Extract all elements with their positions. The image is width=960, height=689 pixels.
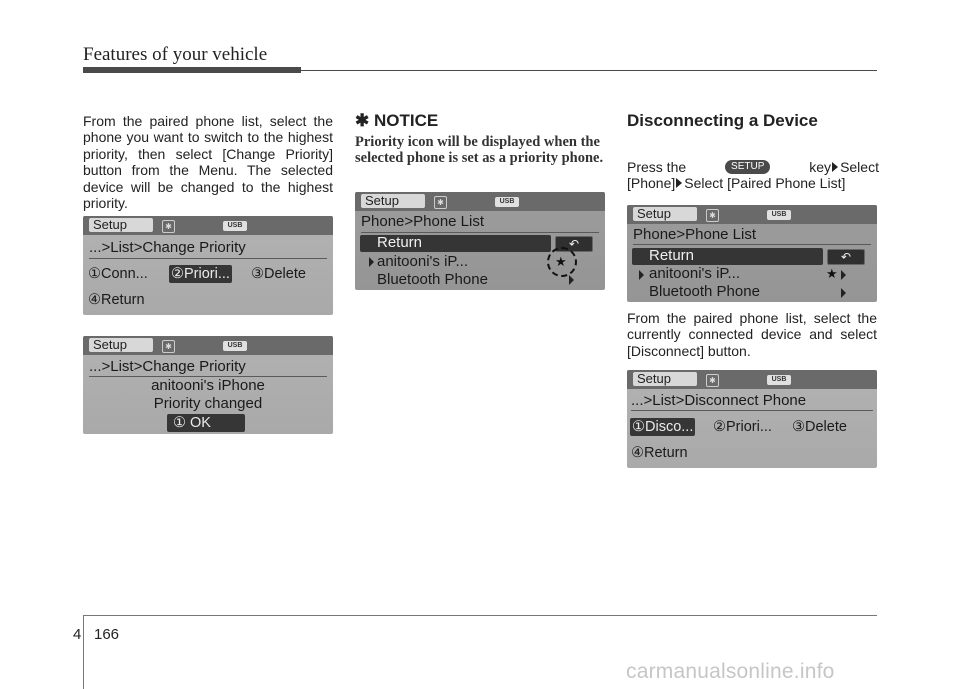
notice-title: ✱ NOTICE (355, 111, 439, 130)
phone-list-item[interactable]: Bluetooth Phone (649, 283, 760, 300)
watermark-text: carmanualsonline.info (626, 660, 835, 683)
play-arrow-icon (369, 257, 374, 267)
footer-rule (83, 615, 877, 616)
bluetooth-icon: ✱ (162, 340, 175, 353)
menu-option-delete[interactable]: ③Delete (792, 419, 847, 435)
setup-key-icon: SETUP (725, 160, 770, 174)
back-arrow-icon[interactable]: ↶ (827, 249, 865, 265)
breadcrumb: ...>List>Disconnect Phone (631, 392, 807, 409)
key-text: key Select (809, 159, 879, 175)
bluetooth-icon: ✱ (706, 374, 719, 387)
page-header-title: Features of your vehicle (83, 44, 268, 65)
return-label: Return (649, 247, 695, 264)
play-arrow-icon (639, 270, 644, 280)
back-arrow-icon[interactable]: ↶ (555, 236, 593, 252)
menu-option-connect[interactable]: ①Conn... (88, 266, 148, 282)
divider (631, 410, 873, 411)
phone-list-item[interactable]: Bluetooth Phone (377, 271, 488, 288)
arrow-right-icon (832, 162, 838, 172)
chevron-right-icon (841, 288, 846, 298)
usb-icon: USB (223, 341, 247, 351)
divider (361, 232, 599, 233)
breadcrumb: ...>List>Change Priority (89, 358, 246, 375)
setup-tab: Setup (89, 218, 153, 232)
header-rule (301, 70, 877, 71)
screen-disconnect-menu (627, 370, 877, 468)
screen-priority-changed (83, 336, 333, 434)
page-number: 166 (94, 626, 120, 643)
change-priority-instructions: From the paired phone list, select the phone you want to switch to the highest priority, then select [Change Priority] button from the Menu. The selected device will be changed to the highest priority. (83, 113, 333, 212)
setup-tab: Setup (633, 207, 697, 221)
divider (633, 244, 871, 245)
divider (89, 258, 327, 259)
screen-phone-list-priority (355, 192, 605, 290)
menu-option-return[interactable]: ④Return (88, 292, 145, 308)
steps-line-2: [Phone] Select [Paired Phone List] (627, 175, 846, 192)
bluetooth-icon: ✱ (706, 209, 719, 222)
menu-option-delete[interactable]: ③Delete (251, 266, 306, 282)
setup-tab: Setup (89, 338, 153, 352)
steps-line-1 (627, 159, 879, 175)
ok-button[interactable]: ① OK (167, 414, 245, 432)
footer-divider (83, 615, 84, 689)
press-the-text: Press the (627, 159, 687, 175)
bluetooth-icon: ✱ (434, 196, 447, 209)
priority-star-icon: ★ (555, 254, 567, 269)
disconnect-steps (627, 159, 879, 192)
chapter-number: 4 (73, 626, 82, 643)
header-accent-bar (83, 67, 301, 73)
chevron-right-icon (841, 270, 846, 280)
return-label: Return (377, 234, 423, 251)
disconnect-instructions: From the paired phone list, select the currently connected device and select [Disconnect] button. (627, 310, 877, 359)
priority-star-icon: ★ (826, 266, 838, 281)
breadcrumb: ...>List>Change Priority (89, 239, 246, 256)
setup-tab: Setup (633, 372, 697, 386)
breadcrumb: Phone>Phone List (361, 213, 485, 230)
phone-list-item[interactable]: anitooni's iP... (377, 253, 468, 270)
screen-change-priority-menu (83, 216, 333, 315)
setup-tab: Setup (361, 194, 425, 208)
menu-option-priority[interactable]: ②Priori... (713, 419, 772, 435)
arrow-right-icon (676, 178, 682, 188)
phone-list-item[interactable]: anitooni's iP... (649, 265, 740, 282)
usb-icon: USB (767, 210, 791, 220)
bluetooth-icon: ✱ (162, 220, 175, 233)
menu-option-disconnect[interactable]: ①Disco... (632, 419, 694, 435)
usb-icon: USB (223, 221, 247, 231)
menu-option-priority[interactable]: ②Priori... (171, 266, 230, 282)
usb-icon: USB (767, 375, 791, 385)
notice-text: Priority icon will be displayed when the selected phone is set as a priority phone. (355, 134, 604, 167)
breadcrumb: Phone>Phone List (633, 226, 757, 243)
screen-phone-list-disconnect (627, 205, 877, 302)
menu-option-return[interactable]: ④Return (631, 445, 688, 461)
status-message: Priority changed (153, 395, 263, 412)
section-title: Disconnecting a Device (627, 111, 818, 130)
usb-icon: USB (495, 197, 519, 207)
chevron-right-icon (569, 275, 574, 285)
device-name: anitooni's iPhone (151, 377, 265, 394)
